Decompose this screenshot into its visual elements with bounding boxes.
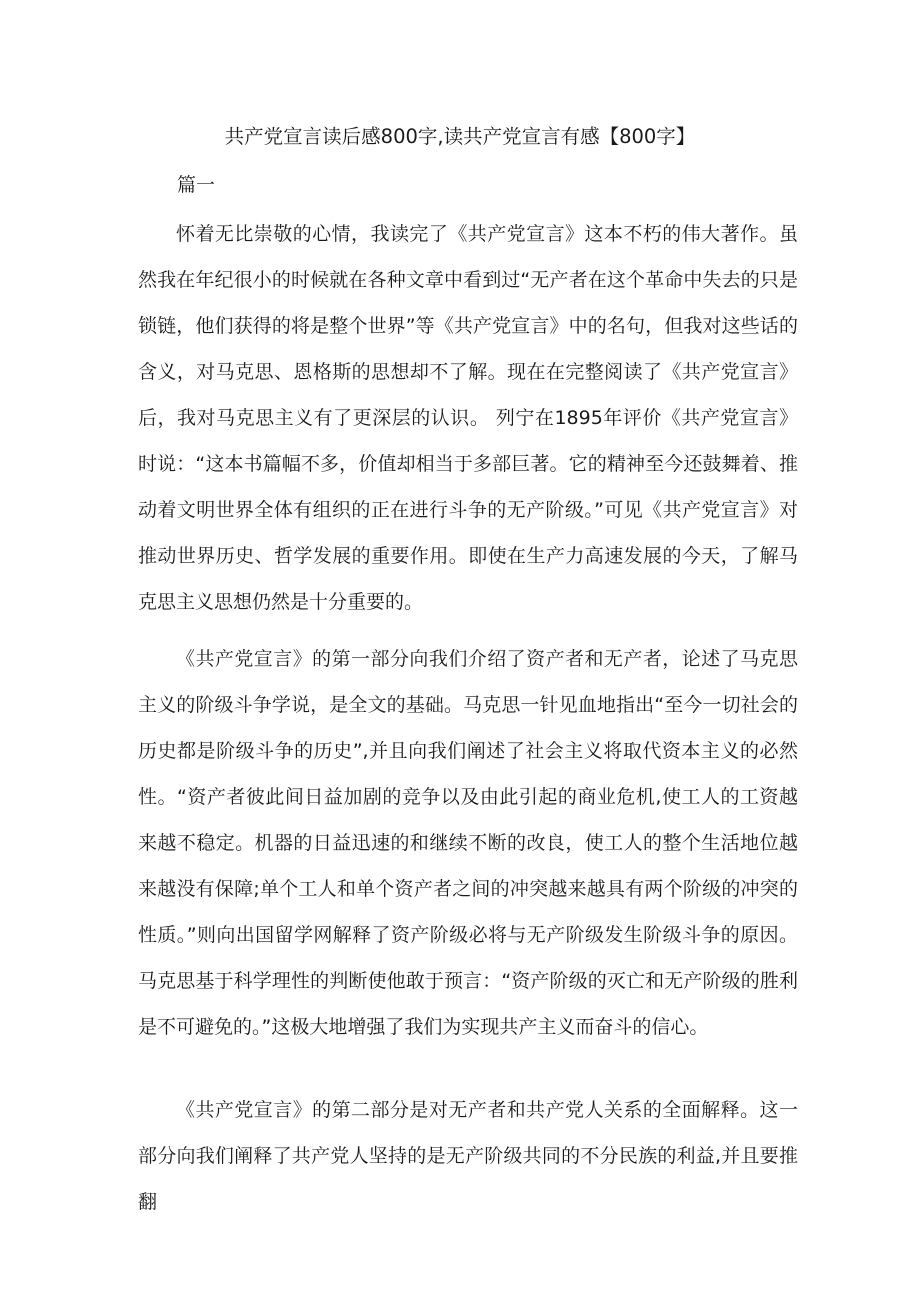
section-label: 篇一 [177, 174, 216, 196]
paragraph: 怀着无比崇敬的心情，我读完了《共产党宣言》这本不朽的伟大著作。虽然我在年纪很小的时候就在各种文章中看到过“无产者在这个革命中失去的只是锁链，他们获得的将是整个世界”等《共产党宣言》中的名句，但我对这些话的含义，对马克思、恩格斯的思想却不了解。现在在完整阅读了《共产党宣言》后，我对马克思主义有了更深层的认识。 列宁在1895年评价《共产党宣言》时说：“这本书篇幅不多，价值却相当于多部巨著。它的精神至今还鼓舞着、推动着文明世界全体有组织的正在进行斗争的无产阶级。”可见《共产党宣言》对推动世界历史、哲学发展的重要作用。即使在生产力高速发展的今天，了解马克思主义思想仍然是十分重要的。 [138, 223, 798, 613]
document-title: 共产党宣言读后感800字,读共产党宣言有感【800字】 [224, 125, 696, 148]
paragraph: 《共产党宣言》的第一部分向我们介绍了资产者和无产者，论述了马克思主义的阶级斗争学说，是全文的基础。马克思一针见血地指出“至今一切社会的历史都是阶级斗争的历史”,并且向我们阐述了社会主义将取代资本主义的必然性。“资产者彼此间日益加剧的竞争以及由此引起的商业危机,使工人的工资越来越不稳定。机器的日益迅速的和继续不断的改良，使工人的整个生活地位越来越没有保障;单个工人和单个资产者之间的冲突越来越具有两个阶级的冲突的性质。”则向出国留学网解释了资产阶级必将与无产阶级发生阶级斗争的原因。马克思基于科学理性的判断使他敢于预言：“资产阶级的灭亡和无产阶级的胜利是不可避免的。”这极大地增强了我们为实现共产主义而奋斗的信心。 [138, 648, 798, 1038]
paragraph: 《共产党宣言》的第二部分是对无产者和共产党人关系的全面解释。这一部分向我们阐释了共产党人坚持的是无产阶级共同的不分民族的利益,并且要推翻 [138, 1099, 798, 1213]
